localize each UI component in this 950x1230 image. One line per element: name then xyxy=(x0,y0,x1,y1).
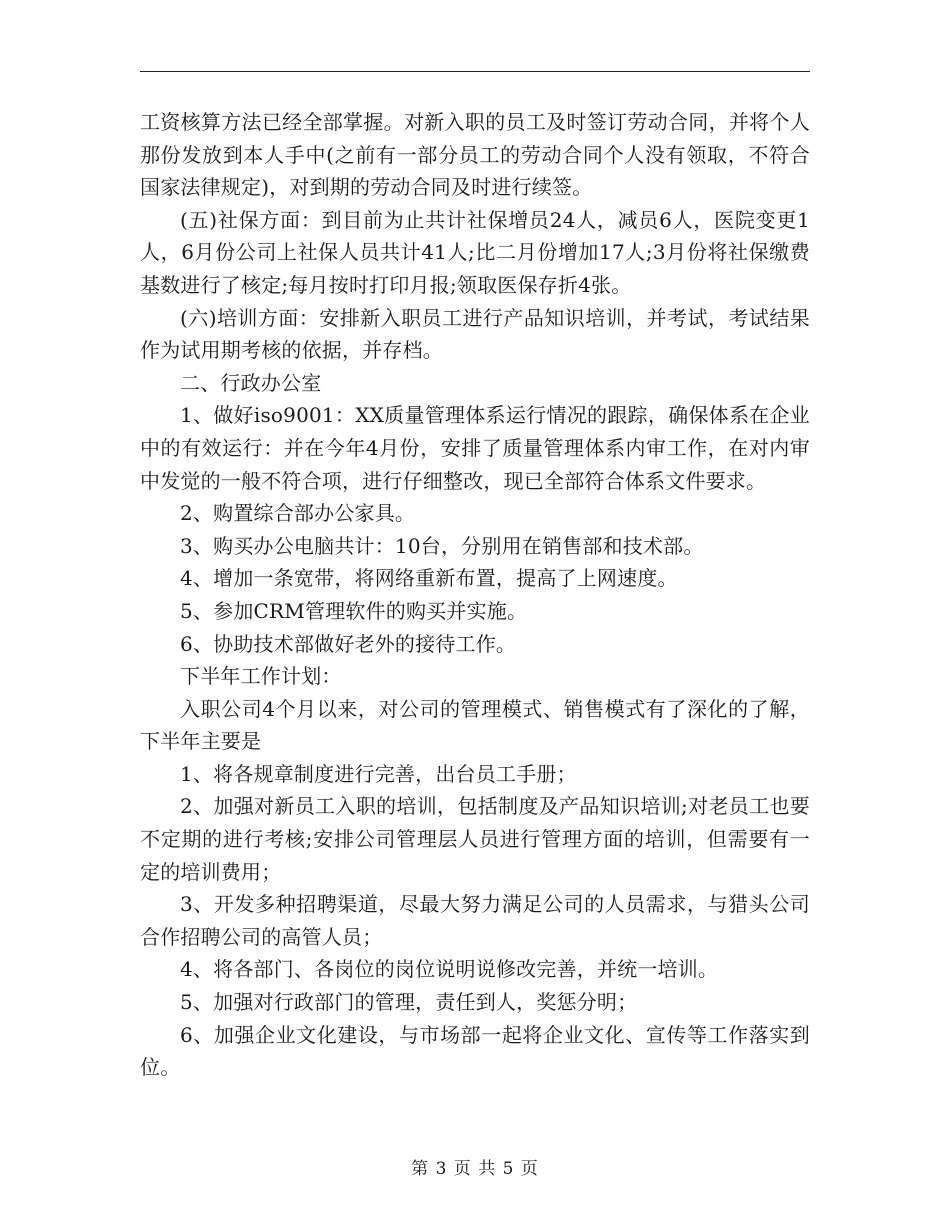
header-rule xyxy=(140,71,810,72)
paragraph: 6、加强企业文化建设，与市场部一起将企业文化、宣传等工作落实到位。 xyxy=(140,1022,810,1080)
paragraph: 2、加强对新员工入职的培训，包括制度及产品知识培训;对老员工也要不定期的进行考核;安排公司管理层人员进行管理方面的培训，但需要有一定的培训费用； xyxy=(140,794,810,884)
document-body xyxy=(140,106,810,1084)
paragraph: 3、购买办公电脑共计：10台，分别用在销售部和技术部。 xyxy=(180,533,704,558)
paragraph: 5、加强对行政部门的管理，责任到人，奖惩分明； xyxy=(180,990,638,1015)
paragraph: 1、做好iso9001：XX质量管理体系运行情况的跟踪，确保体系在企业中的有效运行：并在今年4月份，安排了质量管理体系内审工作，在对内审中发觉的一般不符合项，进行仔细整改，现已全部符合体系文件要求。 xyxy=(140,403,810,493)
paragraph: 4、将各部门、各岗位的岗位说明说修改完善，并统一培训。 xyxy=(180,957,719,982)
section-heading: 二、行政办公室 xyxy=(180,370,322,395)
paragraph: 5、参加CRM管理软件的购买并实施。 xyxy=(180,598,528,623)
paragraph: 3、开发多种招聘渠道，尽最大努力满足公司的人员需求，与猎头公司合作招聘公司的高管人员； xyxy=(140,892,810,949)
paragraph: 6、协助技术部做好老外的接待工作。 xyxy=(180,631,517,656)
section-heading: 下半年工作计划： xyxy=(180,664,342,689)
paragraph: (六)培训方面：安排新入职员工进行产品知识培训，并考试，考试结果作为试用期考核的依据，并存档。 xyxy=(140,305,810,363)
paragraph: 工资核算方法已经全部掌握。对新入职的员工及时签订劳动合同，并将个人那份发放到本人手中(之前有一部分员工的劳动合同个人没有领取，不符合国家法律规定)，对到期的劳动合同及时进行续签。 xyxy=(140,110,810,200)
paragraph: 入职公司4个月以来，对公司的管理模式、销售模式有了深化的了解，下半年主要是 xyxy=(140,696,810,754)
paragraph: 4、增加一条宽带，将网络重新布置，提高了上网速度。 xyxy=(180,566,678,591)
paragraph: (五)社保方面：到目前为止共计社保增员24人，减员6人，医院变更1人，6月份公司上社保人员共计41人;比二月份增加17人;3月份将社保缴费基数进行了核定;每月按时打印月报;领取医保存折4张。 xyxy=(140,207,810,297)
paragraph: 1、将各规章制度进行完善，出台员工手册； xyxy=(180,761,577,786)
paragraph: 2、购置综合部办公家具。 xyxy=(180,501,416,526)
page-number-footer: 第 3 页 共 5 页 xyxy=(411,1159,539,1179)
